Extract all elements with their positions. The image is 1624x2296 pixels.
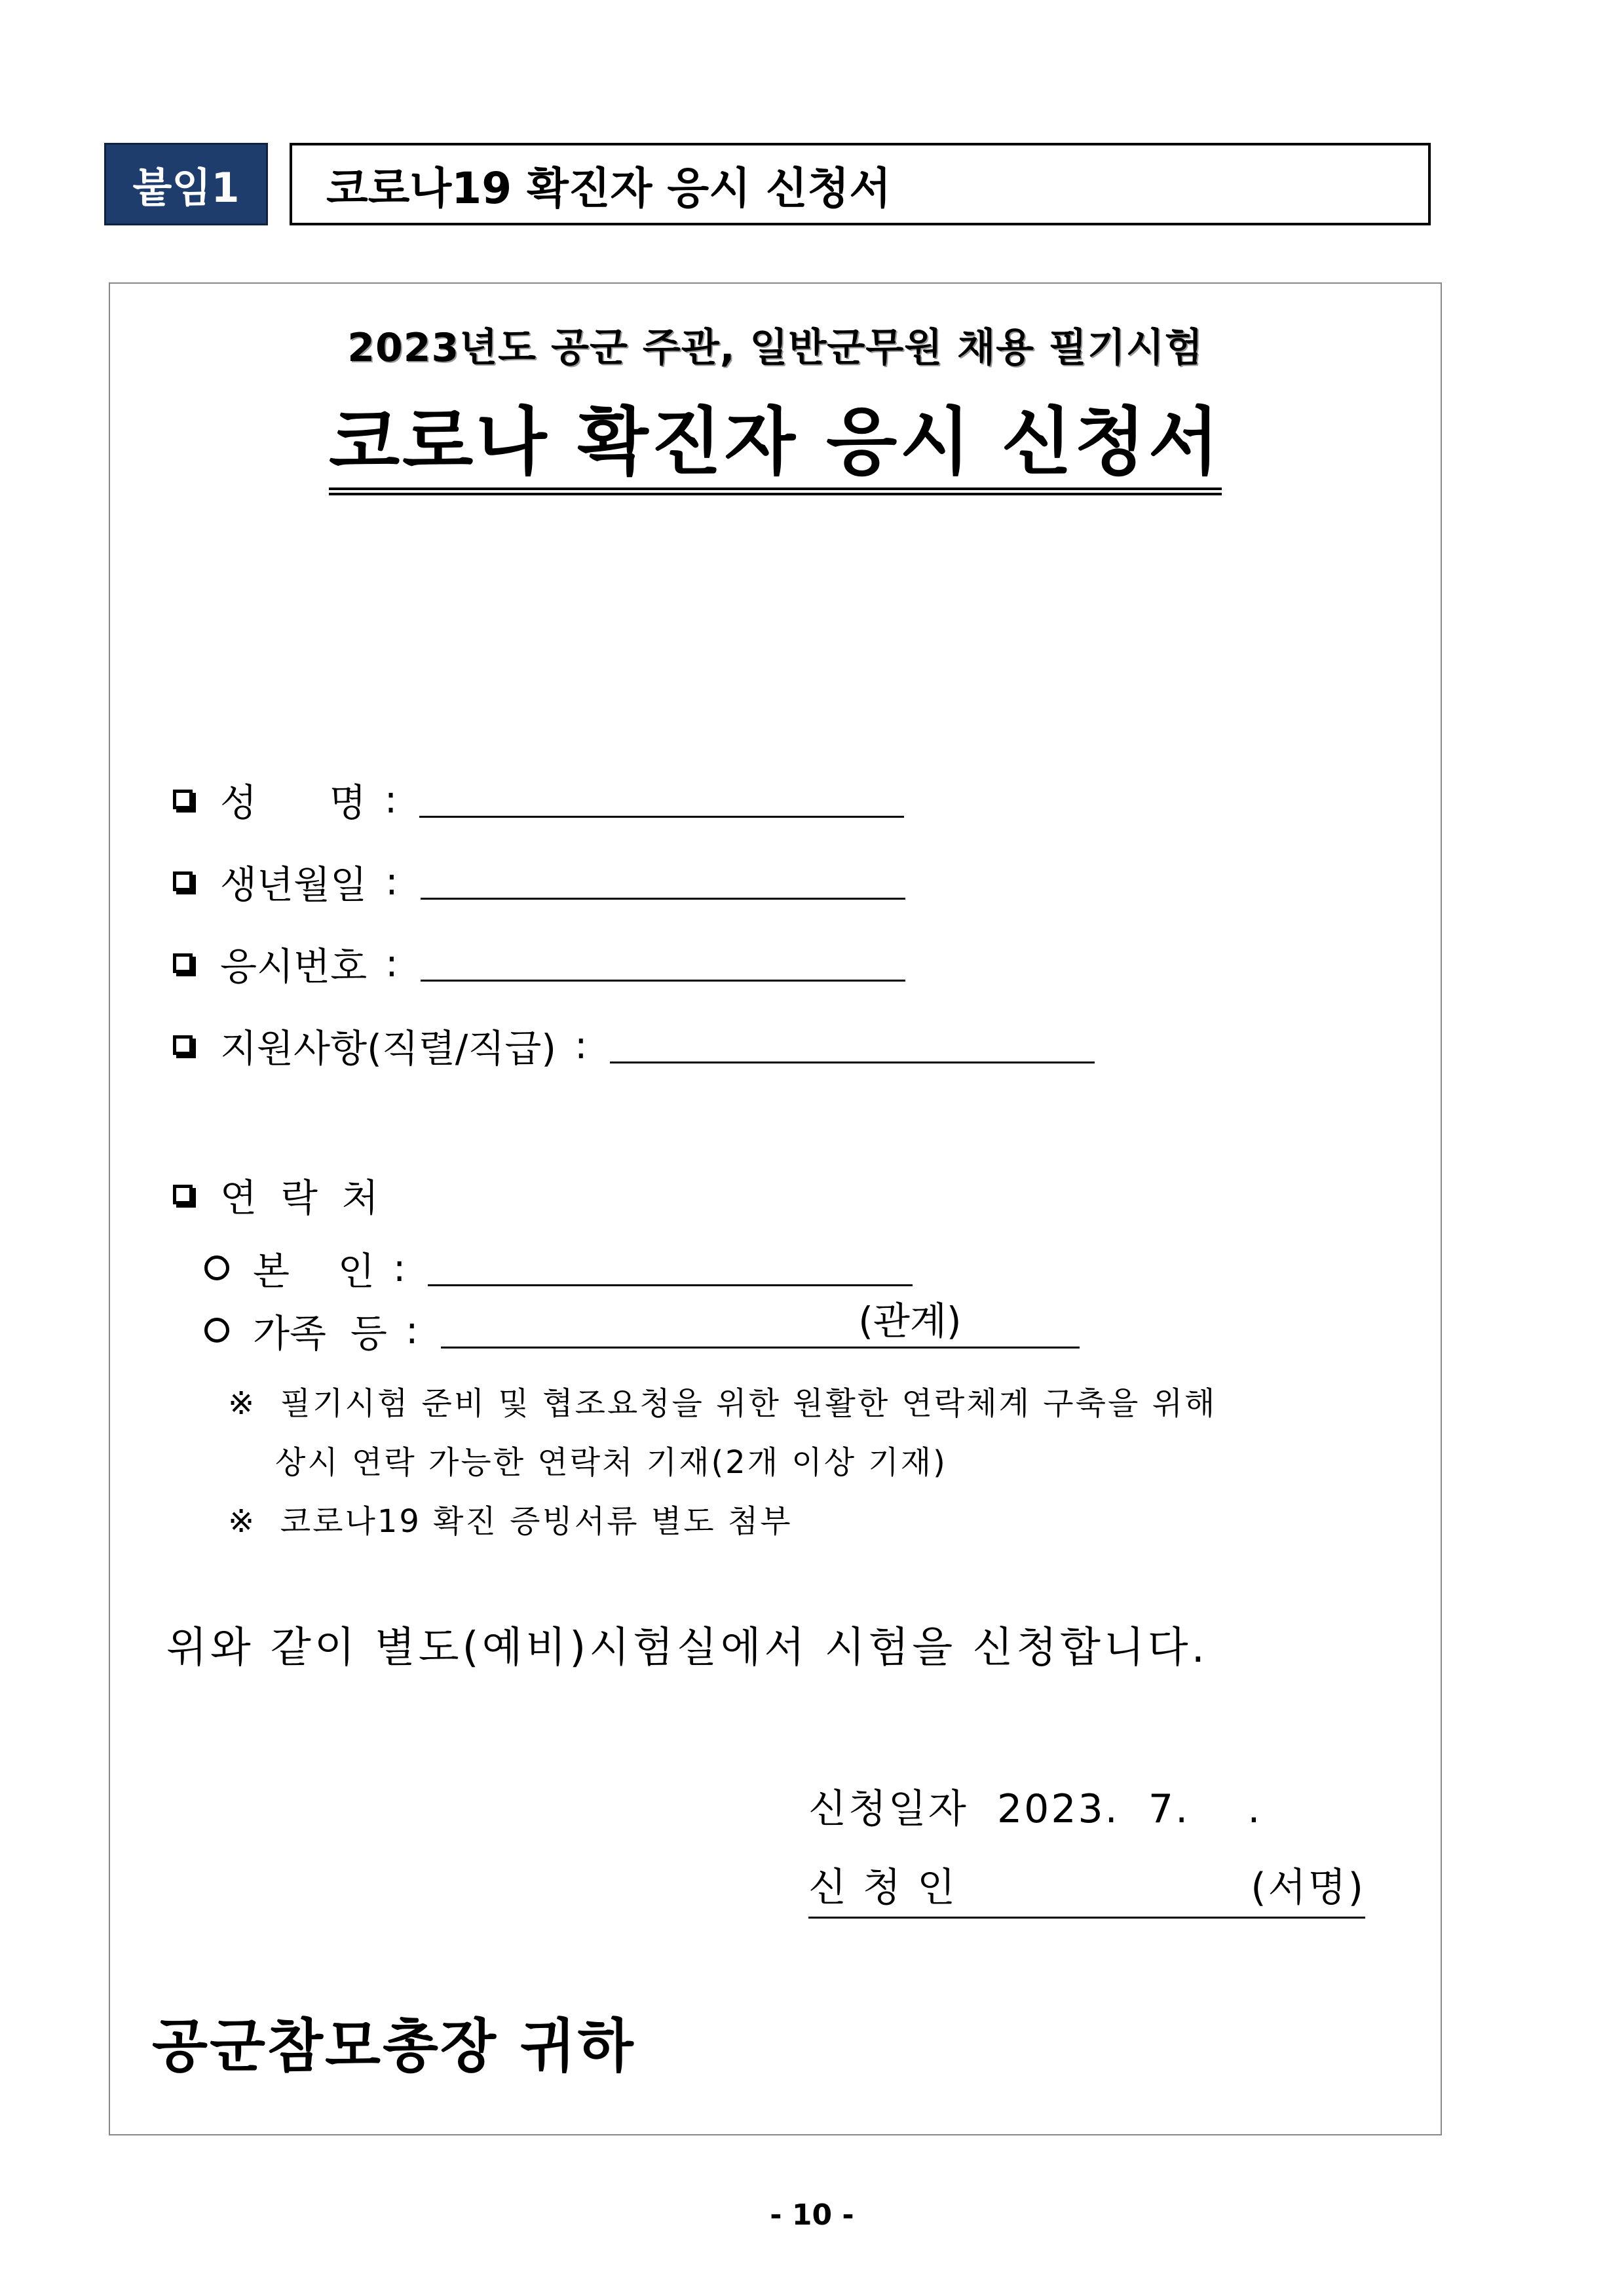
note-1-line-2: 상시 연락 가능한 연락처 기재(2개 이상 기재) — [275, 1444, 947, 1481]
note-1-line-1 — [228, 1378, 1217, 1423]
note-mark: ※ — [228, 1503, 257, 1540]
circle-bullet-icon — [204, 1318, 229, 1343]
field-row-applied — [173, 1018, 1095, 1073]
field-row-contact — [173, 1167, 379, 1222]
checkbox-square-icon — [173, 871, 193, 891]
field-row-exam-number — [173, 936, 905, 991]
field-colon: : — [405, 1308, 419, 1352]
self-contact-field[interactable] — [428, 1250, 913, 1286]
applicant-label: 신 청 인 — [808, 1865, 958, 1911]
field-label-name: 성 명 — [220, 780, 366, 825]
field-colon: : — [575, 1023, 588, 1067]
recipient: 공군참모총장 귀하 — [152, 2012, 635, 2080]
attachment-tag — [104, 143, 268, 225]
field-label-birth: 생년월일 — [220, 862, 368, 907]
note-2 — [228, 1496, 793, 1541]
checkbox-square-icon — [173, 790, 193, 809]
application-date: 신청일자 2023. 7. . — [808, 1786, 1262, 1832]
field-row-contact-self — [204, 1240, 913, 1295]
note-1-text-1: 필기시험 준비 및 협조요청을 위한 원활한 연락체계 구축을 위해 — [280, 1385, 1217, 1422]
exam-title: 2023년도 공군 주관, 일반군무원 채용 필기시험 — [347, 325, 1203, 371]
name-field[interactable] — [419, 782, 904, 818]
applicant-signature-line[interactable] — [808, 1856, 1365, 1919]
field-label-applied: 지원사항(직렬/직급) — [220, 1026, 557, 1071]
note-2-text: 코로나19 확진 증빙서류 별도 첨부 — [280, 1503, 793, 1540]
applied-position-field[interactable] — [610, 1027, 1095, 1063]
field-colon: : — [385, 941, 398, 985]
header-title-box — [290, 143, 1431, 225]
field-colon: : — [392, 1246, 406, 1290]
form-title: 코로나 확진자 응시 신청서 — [329, 400, 1222, 495]
field-label-contact: 연 락 처 — [220, 1176, 379, 1220]
declaration-text: 위와 같이 별도(예비)시험실에서 시험을 신청합니다. — [166, 1624, 1208, 1672]
circle-bullet-icon — [204, 1255, 229, 1280]
checkbox-square-icon — [173, 1185, 193, 1204]
checkbox-square-icon — [173, 1035, 193, 1055]
field-row-contact-family — [204, 1298, 1080, 1358]
family-contact-field[interactable] — [441, 1298, 1080, 1349]
note-mark: ※ — [228, 1385, 257, 1422]
field-label-self: 본 인 — [253, 1249, 375, 1293]
field-row-name — [173, 772, 904, 827]
signature-label: (서명) — [1251, 1865, 1365, 1911]
field-row-birth — [173, 854, 905, 909]
relation-label: (관계) — [858, 1298, 962, 1343]
header-title: 코로나19 확진자 응시 신청서 — [326, 163, 892, 214]
checkbox-square-icon — [173, 953, 193, 973]
field-colon: : — [384, 777, 398, 822]
page-number: - 10 - — [770, 2198, 854, 2232]
field-label-family: 가족 등 — [253, 1311, 387, 1356]
application-form — [109, 282, 1442, 2135]
form-title-wrapper — [110, 400, 1441, 495]
field-colon: : — [385, 859, 398, 904]
attachment-tag-label: 붙임1 — [132, 163, 240, 212]
birth-date-field[interactable] — [421, 864, 905, 900]
field-label-exam-number: 응시번호 — [220, 944, 368, 989]
exam-number-field[interactable] — [421, 946, 905, 982]
